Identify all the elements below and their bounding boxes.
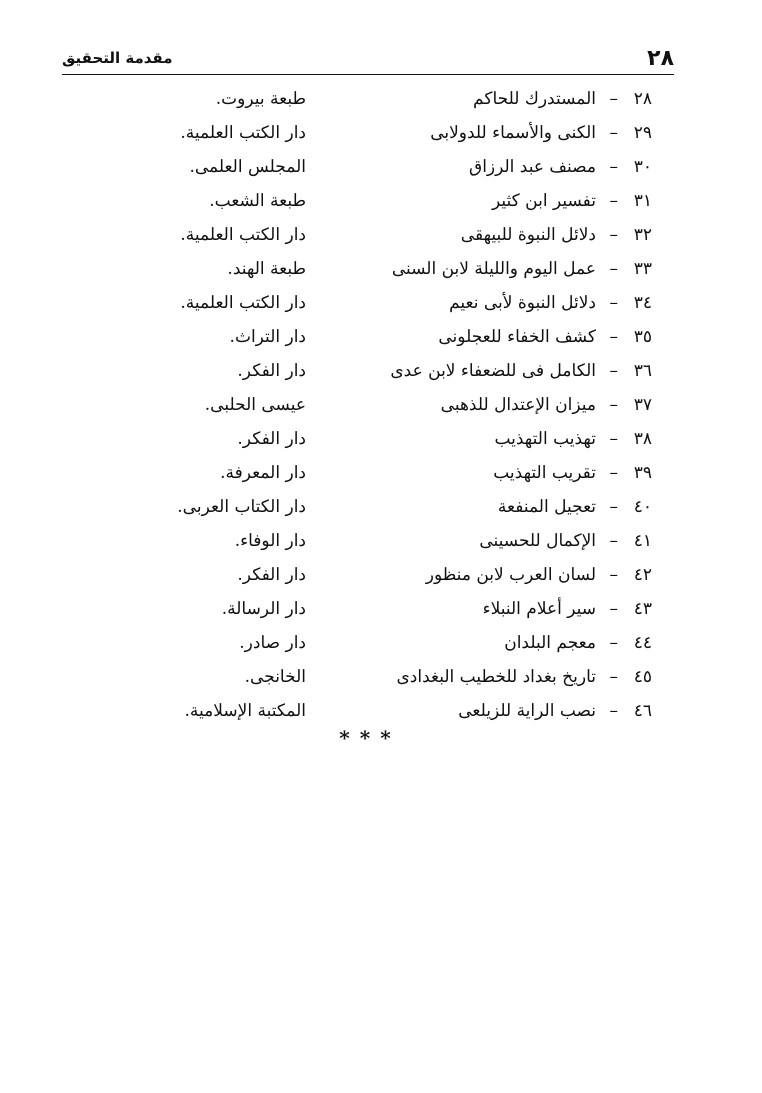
entry-publisher: دار الكتاب العربى.: [177, 497, 306, 517]
entry-publisher: المجلس العلمى.: [189, 157, 306, 177]
entry-number: ٣٤: [633, 293, 652, 313]
entry-dash: –: [609, 361, 618, 381]
entry-publisher: طبعة بيروت.: [215, 89, 306, 109]
entry-number: ٣٧: [633, 395, 652, 415]
list-item: [100, 354, 652, 388]
entry-title: لسان العرب لابن منظور: [425, 565, 596, 585]
list-item: [100, 524, 652, 558]
entry-dash: –: [609, 89, 618, 109]
entry-dash: –: [609, 259, 618, 279]
entry-dash: –: [609, 701, 618, 721]
list-item: [100, 694, 652, 728]
entry-publisher: دار التراث.: [229, 327, 306, 347]
list-item: [100, 116, 652, 150]
list-item: [100, 558, 652, 592]
entry-publisher: دار الكتب العلمية.: [180, 293, 306, 313]
entry-dash: –: [609, 429, 618, 449]
entry-title: كشف الخفاء للعجلونى: [438, 327, 596, 347]
entry-number: ٤٣: [633, 599, 652, 619]
entry-dash: –: [609, 667, 618, 687]
entry-number: ٤٢: [633, 565, 652, 585]
entry-number: ٣١: [633, 191, 652, 211]
entry-title: نصب الراية للزيلعى: [458, 701, 596, 721]
list-item: [100, 320, 652, 354]
entry-publisher: دار الكتب العلمية.: [180, 123, 306, 143]
running-head-title: مقدمة التحقيق: [62, 49, 173, 67]
entry-dash: –: [609, 565, 618, 585]
list-item: [100, 150, 652, 184]
list-item: [100, 592, 652, 626]
entry-title: عمل اليوم والليلة لابن السنى: [391, 259, 596, 279]
entry-title: معجم البلدان: [504, 633, 596, 653]
entry-number: ٢٨: [633, 89, 652, 109]
entry-number: ٣٦: [633, 361, 652, 381]
entry-publisher: طبعة الهند.: [227, 259, 306, 279]
entry-publisher: دار الكتب العلمية.: [180, 225, 306, 245]
entry-number: ٤٥: [633, 667, 652, 687]
entry-publisher: دار الفكر.: [237, 429, 306, 449]
entry-title: تقريب التهذيب: [493, 463, 596, 483]
list-item: [100, 456, 652, 490]
entry-number: ٣٩: [633, 463, 652, 483]
entry-title: تاريخ بغداد للخطيب البغدادى: [396, 667, 596, 687]
entry-publisher: دار صادر.: [239, 633, 306, 653]
list-item: [100, 660, 652, 694]
entry-title: دلائل النبوة للبيهقى: [460, 225, 596, 245]
entry-number: ٣٨: [633, 429, 652, 449]
list-item: [100, 388, 652, 422]
entry-title: تهذيب التهذيب: [494, 429, 596, 449]
entry-title: دلائل النبوة لأبى نعيم: [449, 293, 596, 313]
list-item: [100, 422, 652, 456]
entry-publisher: دار الرسالة.: [221, 599, 306, 619]
entry-number: ٤٦: [633, 701, 652, 721]
header-rule: [62, 74, 674, 75]
entry-publisher: دار المعرفة.: [220, 463, 306, 483]
entry-publisher: دار الفكر.: [237, 361, 306, 381]
entry-dash: –: [609, 463, 618, 483]
entry-dash: –: [609, 293, 618, 313]
entry-title: مصنف عبد الرزاق: [469, 157, 596, 177]
entry-publisher: دار الفكر.: [237, 565, 306, 585]
list-item: [100, 82, 652, 116]
entry-title: ميزان الإعتدال للذهبى: [440, 395, 596, 415]
reference-list: [100, 82, 652, 728]
entry-dash: –: [609, 497, 618, 517]
entry-number: ٣٠: [633, 157, 652, 177]
entry-number: ٣٣: [633, 259, 652, 279]
entry-publisher: الخانجى.: [244, 667, 306, 687]
entry-dash: –: [609, 395, 618, 415]
entry-number: ٣٢: [633, 225, 652, 245]
entry-title: تفسير ابن كثير: [492, 191, 596, 211]
entry-number: ٤٤: [633, 633, 652, 653]
page-number: ٢٨: [647, 46, 674, 71]
entry-publisher: المكتبة الإسلامية.: [184, 701, 306, 721]
entry-title: تعجيل المنفعة: [497, 497, 596, 517]
entry-title: الكامل فى للضعفاء لابن عدى: [390, 361, 596, 381]
entry-dash: –: [609, 531, 618, 551]
entry-publisher: طبعة الشعب.: [209, 191, 306, 211]
list-item: [100, 252, 652, 286]
entry-title: الإكمال للحسينى: [479, 531, 596, 551]
entry-dash: –: [609, 327, 618, 347]
entry-dash: –: [609, 599, 618, 619]
list-item: [100, 490, 652, 524]
entry-title: الكنى والأسماء للدولابى: [430, 123, 596, 143]
entry-dash: –: [609, 225, 618, 245]
entry-dash: –: [609, 633, 618, 653]
entry-publisher: دار الوفاء.: [234, 531, 306, 551]
list-item: [100, 286, 652, 320]
entry-title: سير أعلام النبلاء: [482, 599, 596, 619]
entry-number: ٣٥: [633, 327, 652, 347]
entry-publisher: عيسى الحلبى.: [204, 395, 306, 415]
list-item: [100, 626, 652, 660]
list-item: [100, 184, 652, 218]
entry-dash: –: [609, 123, 618, 143]
entry-title: المستدرك للحاكم: [473, 89, 596, 109]
list-item: [100, 218, 652, 252]
entry-number: ٢٩: [633, 123, 652, 143]
entry-number: ٤١: [633, 531, 652, 551]
entry-dash: –: [609, 157, 618, 177]
section-separator: ***: [339, 726, 401, 750]
entry-dash: –: [609, 191, 618, 211]
entry-number: ٤٠: [633, 497, 652, 517]
page-header: [62, 44, 674, 74]
